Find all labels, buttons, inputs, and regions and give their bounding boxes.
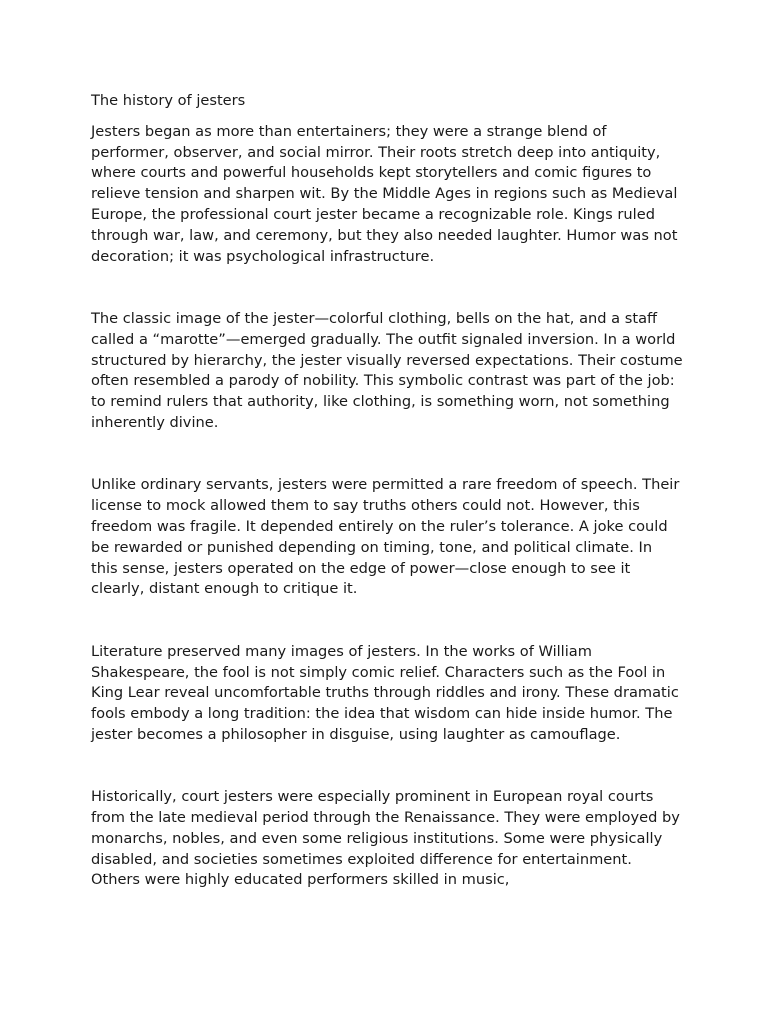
document-title: The history of jesters [91,92,246,109]
paragraph-historical-courts: Historically, court jesters were especially prominent in European royal courts from the late medieval period through the Renaissance. They were employed by monarchs, nobles, and even some religious institutions. Some were physically disabled, and societies sometimes exploited difference for entertainment. Others were highly educated performers skilled in music, [91,788,680,889]
paragraph-costume: The classic image of the jester—colorful clothing, bells on the hat, and a staff called a “marotte”—emerged gradually. The outfit signaled inversion. In a world structured by hierarchy, the jester visually reversed expectations. Their costume often resembled a parody of nobility. This symbolic contrast was part of the job: to remind rulers that authority, like clothing, is something worn, not something inherently divine. [91,309,683,431]
document-page [91,91,683,891]
paragraph-origins: Jesters began as more than entertainers; they were a strange blend of performer, observer, and social mirror. Their roots stretch deep into antiquity, where courts and powerful households kept storytellers and comic figures to relieve tension and sharpen wit. By the Middle Ages in regions such as Medieval Europe, the professional court jester became a recognizable role. Kings ruled through war, law, and ceremony, but they also needed laughter. Humor was not decoration; it was psychological infrastructure. [91,122,678,265]
paragraph-literature: Literature preserved many images of jesters. In the works of William Shakespeare, the fool is not simply comic relief. Characters such as the Fool in King Lear reveal uncomfortable truths through riddles and irony. These dramatic fools embody a long tradition: the idea that wisdom can hide inside humor. The jester becomes a philosopher in disguise, using laughter as camouflage. [91,642,679,743]
paragraph-freedom-of-speech: Unlike ordinary servants, jesters were permitted a rare freedom of speech. Their license to mock allowed them to say truths others could not. However, this freedom was fragile. It depended entirely on the ruler’s tolerance. A joke could be rewarded or punished depending on timing, tone, and political climate. In this sense, jesters operated on the edge of power—close enough to see it clearly, distant enough to critique it. [91,476,680,598]
